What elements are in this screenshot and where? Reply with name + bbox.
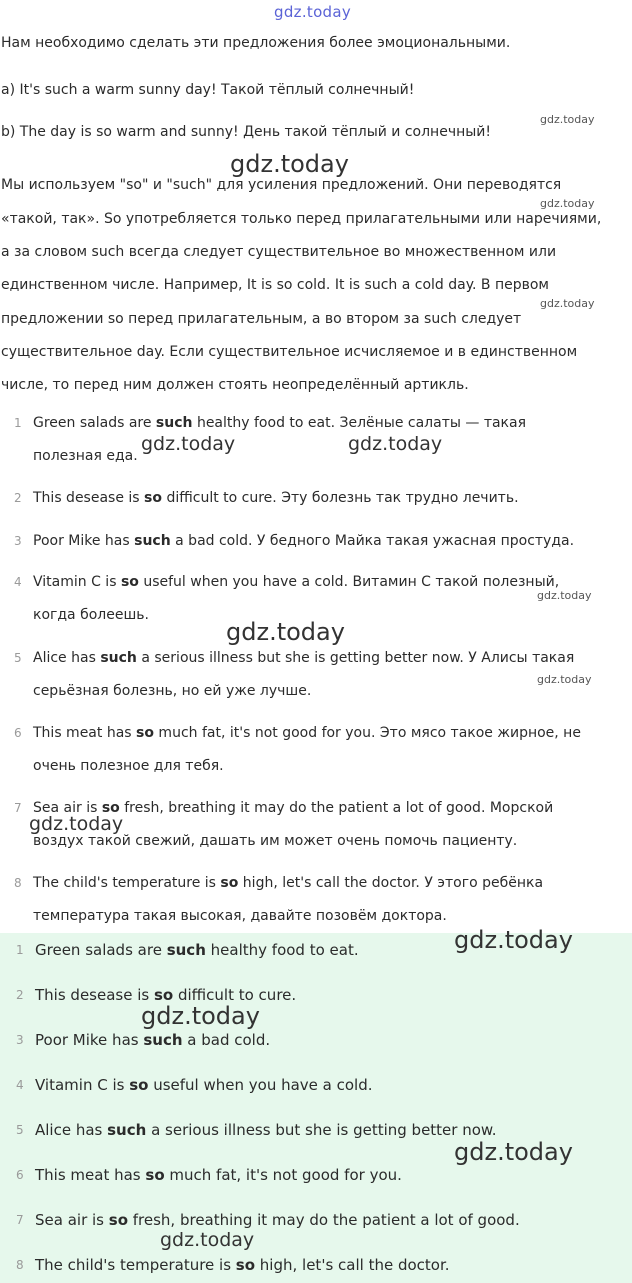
answer-text: a serious illness but she is getting better now.	[146, 1121, 497, 1139]
keyword: so	[235, 1256, 256, 1274]
item-number: 6	[14, 726, 22, 740]
item-number: 2	[16, 988, 24, 1002]
keyword: such	[100, 650, 137, 666]
watermark: gdz.today	[537, 673, 592, 686]
site-logo-watermark: gdz.today	[274, 3, 352, 21]
explanation-line: существительное day. Если существительное исчисляемое и в единственном	[1, 344, 578, 360]
answer-text: Sea air is	[35, 1211, 109, 1229]
item-text: healthy food to eat. Зелёные салаты — такая	[192, 415, 527, 431]
explanation-line: «такой, так». So употребляется только перед прилагательными или наречиями,	[1, 211, 602, 227]
keyword: so	[120, 574, 139, 590]
item-text-line2: полезная еда.	[33, 448, 138, 464]
item-number: 3	[14, 534, 22, 548]
keyword: such	[166, 941, 206, 959]
item-number: 3	[16, 1033, 24, 1047]
answer-text: Alice has	[35, 1121, 108, 1139]
explanation-line: а за словом such всегда следует существительное во множественном или	[1, 244, 557, 260]
item-number: 5	[14, 651, 22, 665]
keyword: such	[107, 1121, 147, 1139]
watermark: gdz.today	[454, 1138, 573, 1166]
watermark: gdz.today	[160, 1229, 255, 1251]
item-text: Vitamin C is	[33, 574, 121, 590]
watermark: gdz.today	[141, 1002, 260, 1030]
example-a: a) It's such a warm sunny day! Такой тёплый солнечный!	[1, 82, 415, 98]
answer-text: Vitamin C is	[35, 1076, 130, 1094]
answer-text: healthy food to eat.	[205, 941, 359, 959]
item-text: Sea air is	[33, 800, 102, 816]
keyword: so	[108, 1211, 128, 1229]
item-text: This meat has	[33, 725, 137, 741]
keyword: so	[129, 1076, 149, 1094]
intro-text: Нам необходимо сделать эти предложения более эмоциональными.	[1, 35, 511, 51]
answer-block	[0, 933, 632, 1283]
item-text: This desease is	[33, 490, 145, 506]
explanation-line: предложении so перед прилагательным, а во втором за such следует	[1, 311, 522, 327]
keyword: so	[220, 875, 239, 891]
watermark: gdz.today	[540, 197, 595, 210]
keyword: so	[136, 725, 154, 741]
item-number: 4	[14, 575, 22, 589]
item-number: 7	[14, 801, 22, 815]
watermark: gdz.today	[540, 113, 595, 126]
watermark: gdz.today	[29, 813, 124, 835]
item-text: Poor Mike has	[33, 533, 135, 549]
keyword: so	[144, 490, 162, 506]
item-number: 1	[14, 416, 22, 430]
item-text: Alice has	[33, 650, 101, 666]
item-number: 8	[14, 876, 22, 890]
item-text: Green salads are	[33, 415, 156, 431]
answer-text: This meat has	[35, 1166, 146, 1184]
item-number: 4	[16, 1078, 24, 1092]
answer-text: useful when you have a cold.	[148, 1076, 373, 1094]
item-text: a serious illness but she is getting better now. У Алисы такая	[136, 650, 575, 666]
watermark: gdz.today	[537, 589, 592, 602]
keyword: such	[155, 415, 193, 431]
answer-text: a bad cold.	[182, 1031, 271, 1049]
watermark: gdz.today	[230, 150, 349, 178]
item-text: The child's temperature is	[33, 875, 221, 891]
answer-text: This desease is	[35, 986, 154, 1004]
item-number: 5	[16, 1123, 24, 1137]
item-text-line2: когда болеешь.	[33, 607, 149, 623]
answer-text: Green salads are	[35, 941, 167, 959]
watermark: gdz.today	[348, 433, 443, 455]
answer-text: Poor Mike has	[35, 1031, 144, 1049]
keyword: so	[145, 1166, 165, 1184]
item-text: a bad cold. У бедного Майка такая ужасная простуда.	[170, 533, 575, 549]
answer-text: high, let's call the doctor.	[255, 1256, 450, 1274]
item-text-line2: серьёзная болезнь, но ей уже лучше.	[33, 683, 312, 699]
explanation-line: числе, то перед ним должен стоять неопределённый артикль.	[1, 377, 469, 393]
item-number: 1	[16, 943, 24, 957]
keyword: such	[143, 1031, 183, 1049]
keyword: such	[134, 533, 171, 549]
watermark: gdz.today	[226, 618, 345, 646]
item-text-line2: воздух такой свежий, дашать им может очень помочь пациенту.	[33, 833, 518, 849]
item-number: 6	[16, 1168, 24, 1182]
item-number: 2	[14, 491, 22, 505]
item-text: useful when you have a cold. Витамин С такой полезный,	[138, 574, 560, 590]
explanation-line: единственном числе. Например, It is so cold. It is such a cold day. В первом	[1, 277, 549, 293]
explanation-line: Мы используем "so" и "such" для усиления предложений. Они переводятся	[1, 177, 562, 193]
answer-text: difficult to cure.	[173, 986, 297, 1004]
watermark: gdz.today	[141, 433, 236, 455]
item-text: high, let's call the doctor. У этого ребёнка	[238, 875, 544, 891]
watermark: gdz.today	[540, 297, 595, 310]
answer-text: The child's temperature is	[35, 1256, 236, 1274]
item-text: fresh, breathing it may do the patient a lot of good. Морской	[119, 800, 554, 816]
watermark: gdz.today	[454, 926, 573, 954]
item-text: much fat, it's not good for you. Это мясо такое жирное, не	[153, 725, 581, 741]
answer-text: much fat, it's not good for you.	[164, 1166, 402, 1184]
keyword: so	[101, 800, 120, 816]
item-text-line2: температура такая высокая, давайте позовём доктора.	[33, 908, 447, 924]
item-text: difficult to cure. Эту болезнь так трудно лечить.	[162, 490, 519, 506]
answer-text: fresh, breathing it may do the patient a lot of good.	[128, 1211, 520, 1229]
item-number: 7	[16, 1213, 24, 1227]
item-number: 8	[16, 1258, 24, 1272]
item-text-line2: очень полезное для тебя.	[33, 758, 224, 774]
example-b: b) The day is so warm and sunny! День такой тёплый и солнечный!	[1, 124, 492, 140]
keyword: so	[153, 986, 174, 1004]
